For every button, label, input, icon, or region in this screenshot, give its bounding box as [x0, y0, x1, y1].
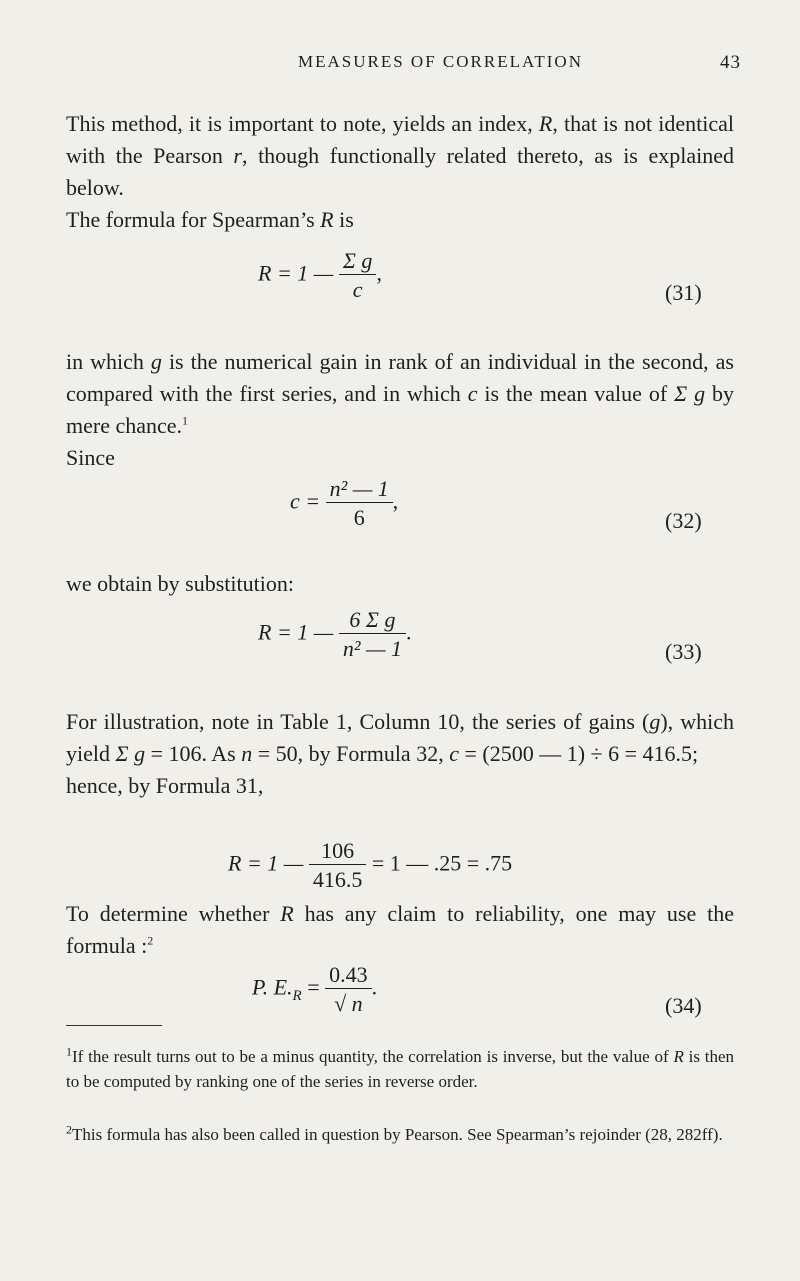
text-run: If the result turns out to be a minus quantity, the correlation is inverse, but the value of [72, 1047, 674, 1066]
text-run: is then to be computed by ranking one of the series in reverse order. [66, 1047, 734, 1091]
numerator: Σ g [342, 248, 373, 273]
numerator: n² — 1 [329, 476, 389, 501]
equation-number-32: (32) [665, 508, 702, 533]
text-run: , though functionally related thereto, as is explained below. [66, 143, 734, 200]
example-equation [228, 838, 512, 893]
symbol-R: R [280, 901, 294, 926]
footnote-marker-1[interactable]: 1 [182, 413, 189, 428]
text-run: by mere chance. [66, 381, 734, 438]
punctuation: . [406, 619, 412, 645]
symbol-sum-g: Σ g [115, 741, 146, 766]
text-run: in which [66, 349, 151, 374]
symbol-c: c [467, 381, 478, 406]
intro-paragraph [66, 108, 734, 204]
text-run: = 50, by Formula 32, [252, 741, 450, 766]
equals-sign: = [301, 974, 320, 1000]
equation-32 [290, 476, 398, 531]
reliability-paragraph [66, 898, 734, 962]
symbol-R: R [320, 207, 334, 232]
text-run: is the mean value of [477, 381, 675, 406]
symbol-g: g [150, 349, 162, 374]
footnote-1 [66, 1044, 734, 1094]
fraction [339, 248, 377, 303]
equation-33 [258, 607, 412, 662]
equation-lhs: R = 1 — [228, 850, 304, 876]
text-run: To determine whether [66, 901, 281, 926]
numerator: 106 [321, 838, 355, 863]
equation-lhs: R = 1 — [258, 619, 334, 645]
text-run: is the numerical gain in rank of an individual in the second, as compared with the first series, and in which [66, 349, 734, 406]
subscript-R: R [292, 987, 302, 1004]
illustration-paragraph [66, 706, 734, 802]
equation-number-33: (33) [665, 639, 702, 664]
equation-number-34: (34) [665, 993, 702, 1018]
symbol-R: R [538, 111, 553, 136]
text-run: is [333, 207, 354, 232]
symbol-c: c [449, 741, 459, 766]
text-run: This method, it is important to note, yields an index, [66, 111, 539, 136]
footnote-divider [66, 1025, 162, 1026]
text-run: = (2500 — 1) ÷ 6 = 416.5; [458, 741, 699, 766]
punctuation: . [371, 974, 378, 1000]
numerator: 0.43 [329, 962, 368, 987]
fraction [309, 838, 367, 893]
page-header [0, 52, 800, 82]
fraction [326, 476, 393, 531]
equation-lhs: P. E. [252, 974, 293, 1000]
footnote-marker-2[interactable]: 2 [147, 933, 154, 948]
fraction [325, 962, 372, 1017]
definition-paragraph [66, 346, 734, 442]
running-head: MEASURES OF CORRELATION [298, 52, 583, 71]
punctuation: , [376, 260, 382, 286]
text-run: = 106. As [145, 741, 242, 766]
fraction [339, 607, 406, 662]
denominator: c [339, 274, 377, 303]
text-run: This formula has also been called in question by Pearson. See Spearman’s rejoinder (28, 282ff). [72, 1125, 723, 1144]
text-run: has any claim to reliability, one may use the formula : [66, 901, 734, 958]
equation-number-31: (31) [665, 280, 702, 305]
footnote-mark: 2 [66, 1122, 72, 1137]
numerator: 6 Σ g [349, 607, 396, 632]
punctuation: , [392, 488, 399, 514]
equation-31 [258, 248, 382, 303]
text-run: For illustration, note in Table 1, Column 10, the series of gains ( [66, 709, 650, 734]
symbol-g: g [649, 709, 661, 734]
footnote-mark: 1 [66, 1044, 72, 1059]
equation-lhs: c = [290, 488, 321, 514]
text-run: The formula for Spearman’s [66, 207, 321, 232]
text-run: hence, by Formula 31, [66, 773, 264, 798]
denominator: 416.5 [309, 864, 367, 893]
substitution-line: we obtain by substitution: [66, 571, 294, 596]
denominator: n² — 1 [339, 633, 406, 662]
symbol-R: R [673, 1047, 684, 1066]
symbol-r: r [233, 143, 242, 168]
equation-rhs: = 1 — .25 = .75 [371, 850, 513, 876]
denominator: 6 [326, 502, 393, 531]
since-line: Since [66, 445, 115, 470]
equation-lhs: R = 1 — [258, 260, 334, 286]
text-run: ), which yield [66, 709, 735, 766]
footnote-2 [66, 1122, 734, 1147]
formula-intro [66, 204, 734, 236]
symbol-sum-g: Σ g [674, 381, 706, 406]
equation-34 [252, 962, 377, 1017]
symbol-n: n [241, 741, 253, 766]
text-run: , that is not identical with the Pearson [66, 111, 734, 168]
page-number: 43 [720, 52, 741, 73]
denominator: √ n [325, 988, 372, 1017]
